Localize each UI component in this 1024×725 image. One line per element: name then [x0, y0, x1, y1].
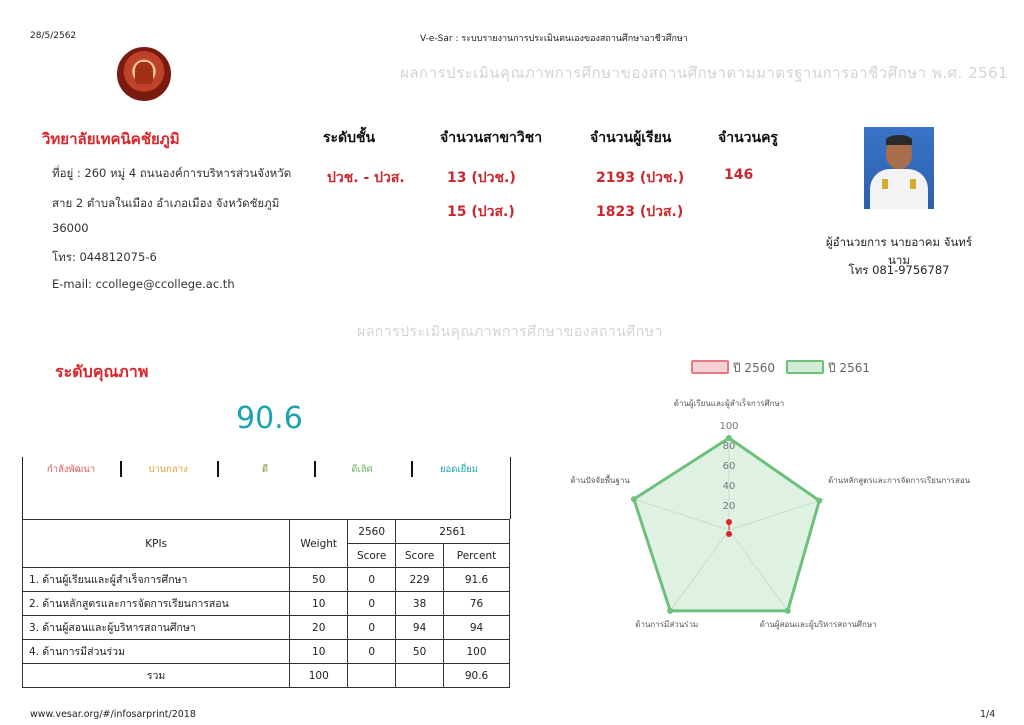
- kpi-header-2561: 2561: [396, 520, 510, 544]
- college-email: E-mail: ccollege@ccollege.ac.th: [52, 277, 235, 291]
- radar-point-2560: [726, 519, 732, 525]
- scale-developing: กำลังพัฒนา: [46, 464, 96, 475]
- kpi-weight: 10: [290, 640, 348, 664]
- college-name: วิทยาลัยเทคนิคชัยภูมิ: [42, 130, 180, 148]
- legend-label-2561: ปี 2561: [828, 361, 870, 375]
- kpi-percent: 100: [444, 640, 510, 664]
- kpi-header-score-2560: Score: [348, 544, 396, 568]
- kpi-score-2560: 0: [348, 616, 396, 640]
- radar-tick-label: 80: [722, 441, 736, 452]
- kpi-score-2560: 0: [348, 568, 396, 592]
- scale-excellent: ยอดเยี่ยม: [439, 464, 479, 475]
- students-vc: 2193 (ปวช.): [596, 170, 685, 186]
- students-header: จำนวนผู้เรียน: [590, 130, 672, 146]
- kpi-score-2560: 0: [348, 592, 396, 616]
- radar-point-2561: [631, 496, 637, 502]
- footer-url: www.vesar.org/#/infosarprint/2018: [30, 709, 196, 720]
- majors-vc: 13 (ปวช.): [447, 170, 516, 186]
- kpi-total-percent: 90.6: [444, 664, 510, 688]
- radar-point-2560: [726, 531, 732, 537]
- system-title: V-e-Sar : ระบบรายงานการประเมินตนเองของสถานศึกษาอาชีวศึกษา: [420, 34, 688, 44]
- kpi-name: 2. ด้านหลักสูตรและการจัดการเรียนการสอน: [23, 592, 290, 616]
- majors-hvc: 15 (ปวส.): [447, 204, 515, 220]
- page-number: 1/4: [980, 709, 996, 720]
- kpi-score-2560: 0: [348, 640, 396, 664]
- radar-point-2561: [785, 608, 791, 614]
- kpi-score-2561: 94: [396, 616, 444, 640]
- kpi-score-2561: 50: [396, 640, 444, 664]
- radar-point-2561: [667, 608, 673, 614]
- kpi-header-kpis: KPIs: [23, 520, 290, 568]
- kpi-percent: 91.6: [444, 568, 510, 592]
- kpi-score-2561: 38: [396, 592, 444, 616]
- quality-score: 90.6: [236, 401, 303, 436]
- students-hvc: 1823 (ปวส.): [596, 204, 684, 220]
- level-header: ระดับชั้น: [323, 130, 376, 146]
- address-line-1: ที่อยู่ : 260 หมู่ 4 ถนนองค์การบริหารส่วนจังหวัด: [52, 166, 292, 180]
- radar-tick-label: 100: [719, 421, 739, 432]
- kpi-percent: 76: [444, 592, 510, 616]
- scale-very-good: ดีเลิศ: [351, 464, 373, 475]
- scale-good: ดี: [261, 464, 269, 475]
- kpi-total-weight: 100: [290, 664, 348, 688]
- teachers-header: จำนวนครู: [718, 130, 778, 146]
- scale-moderate: ปานกลาง: [148, 464, 188, 475]
- director-name: ผู้อำนวยการ นายอาคม จันทร์นาม: [825, 235, 973, 267]
- kpi-weight: 10: [290, 592, 348, 616]
- kpi-name: 1. ด้านผู้เรียนและผู้สำเร็จการศึกษา: [23, 568, 290, 592]
- radar-point-2561: [816, 498, 822, 504]
- kpi-score-2561: 229: [396, 568, 444, 592]
- address-line-2: สาย 2 ตำบลในเมือง อำเภอเมือง จังหวัดชัยภูมิ: [52, 196, 280, 210]
- kpi-total-label: รวม: [23, 664, 290, 688]
- kpi-name: 3. ด้านผู้สอนและผู้บริหารสถานศึกษา: [23, 616, 290, 640]
- kpi-header-2560: 2560: [348, 520, 396, 544]
- kpi-percent: 94: [444, 616, 510, 640]
- print-date: 28/5/2562: [30, 31, 77, 41]
- kpi-weight: 50: [290, 568, 348, 592]
- quality-level-title: ระดับคุณภาพ: [55, 362, 149, 381]
- kpi-weight: 20: [290, 616, 348, 640]
- kpi-name: 4. ด้านการมีส่วนร่วม: [23, 640, 290, 664]
- radar-axis-label: ด้านการมีส่วนร่วม: [635, 619, 699, 629]
- legend-label-2560: ปี 2560: [733, 361, 775, 375]
- radar-axis-label: ด้านปัจจัยพื้นฐาน: [570, 476, 630, 486]
- radar-axis-label: ด้านผู้เรียนและผู้สำเร็จการศึกษา: [673, 399, 785, 408]
- report-title: ผลการประเมินคุณภาพการศึกษาของสถานศึกษาตามมาตรฐานการอาชีวศึกษา พ.ศ. 2561: [400, 64, 1009, 82]
- radar-tick-label: 40: [722, 481, 736, 492]
- kpi-header-score-2561: Score: [396, 544, 444, 568]
- kpi-header-weight: Weight: [290, 520, 348, 568]
- radar-tick-label: 20: [722, 501, 736, 512]
- teachers-value: 146: [724, 167, 754, 183]
- address-line-3: 36000: [52, 221, 89, 235]
- radar-axis-label: ด้านผู้สอนและผู้บริหารสถานศึกษา: [759, 619, 877, 629]
- radar-tick-label: 60: [722, 461, 736, 472]
- college-phone: โทร: 044812075-6: [52, 250, 157, 264]
- radar-axis-label: ด้านหลักสูตรและการจัดการเรียนการสอน: [828, 476, 971, 486]
- level-value: ปวช. - ปวส.: [327, 170, 405, 186]
- section-title: ผลการประเมินคุณภาพการศึกษาของสถานศึกษา: [357, 324, 663, 340]
- director-phone: โทร 081-9756787: [848, 263, 950, 277]
- majors-header: จำนวนสาขาวิชา: [440, 130, 543, 146]
- kpi-header-percent: Percent: [444, 544, 510, 568]
